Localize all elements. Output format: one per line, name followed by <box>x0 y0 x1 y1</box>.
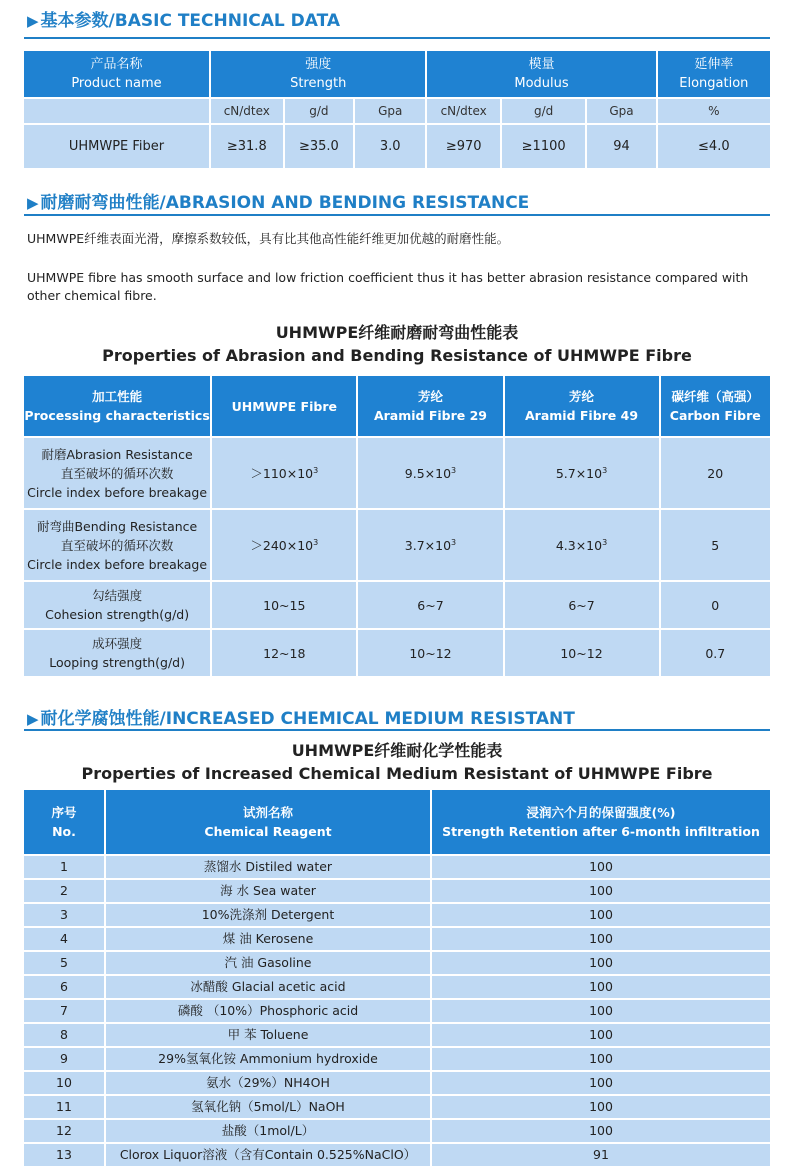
reagent-cell: 磷酸 （10%）Phosphoric acid <box>106 1000 430 1022</box>
retention-cell: 100 <box>432 1096 770 1118</box>
section-divider <box>24 37 770 39</box>
value-cell: 12~18 <box>212 630 356 676</box>
header-aramid-29: 芳纶 Aramid Fibre 29 <box>358 376 502 436</box>
value-cell: 0.7 <box>661 630 770 676</box>
header-aramid-49: 芳纶 Aramid Fibre 49 <box>505 376 659 436</box>
triangle-arrow-icon: ▶ <box>27 12 39 30</box>
header-strength: 强度 Strength <box>211 51 425 97</box>
retention-cell: 100 <box>432 856 770 878</box>
retention-cell: 100 <box>432 952 770 974</box>
abrasion-table-title-en: Properties of Abrasion and Bending Resistance of UHMWPE Fibre <box>102 346 692 365</box>
value-cell: ≤4.0 <box>658 125 770 168</box>
section-chemical-title: ▶ 耐化学腐蚀性能/INCREASED CHEMICAL MEDIUM RESISTANT <box>27 709 575 729</box>
reagent-cell: 10%洗涤剂 Detergent <box>106 904 430 926</box>
header-product-name: 产品名称 Product name <box>24 51 209 97</box>
unit-cell: cN/dtex <box>427 99 500 123</box>
value-cell: $3.7\times 10^3$ <box>358 510 502 580</box>
reagent-cell: 29%氢氧化铵 Ammonium hydroxide <box>106 1048 430 1070</box>
header-reagent: 试剂名称 Chemical Reagent <box>106 790 430 854</box>
value-cell: $9.5\times 10^3$ <box>358 438 502 508</box>
retention-cell: 100 <box>432 904 770 926</box>
row-label: 勾结强度 Cohesion strength(g/d) <box>24 582 210 628</box>
row-no: 13 <box>24 1144 104 1166</box>
row-no: 7 <box>24 1000 104 1022</box>
unit-cell: % <box>658 99 770 123</box>
retention-cell: 100 <box>432 880 770 902</box>
section-basic-title: ▶ 基本参数/BASIC TECHNICAL DATA <box>27 11 341 31</box>
unit-cell: g/d <box>502 99 585 123</box>
paragraph-cn: UHMWPE纤维表面光滑，摩擦系数较低，具有比其他高性能纤维更加优越的耐磨性能。 <box>27 231 510 246</box>
reagent-cell: 甲 苯 Toluene <box>106 1024 430 1046</box>
section-abrasion-title: ▶ 耐磨耐弯曲性能/ABRASION AND BENDING RESISTANCE <box>27 193 530 213</box>
value-cell: ≥970 <box>427 125 500 168</box>
row-label: 成环强度 Looping strength(g/d) <box>24 630 210 676</box>
header-processing: 加工性能 Processing characteristics <box>24 376 210 436</box>
chemical-table <box>22 788 772 1168</box>
value-cell: 10~12 <box>358 630 502 676</box>
reagent-cell: 氢氧化钠（5mol/L）NaOH <box>106 1096 430 1118</box>
abrasion-table-title-cn: UHMWPE纤维耐磨耐弯曲性能表 <box>275 323 519 342</box>
chemical-table-title-en: Properties of Increased Chemical Medium Resistant of UHMWPE Fibre <box>81 764 713 783</box>
section-divider <box>24 214 770 216</box>
unit-cell-empty <box>24 99 209 123</box>
basic-technical-table <box>22 49 772 170</box>
row-no: 12 <box>24 1120 104 1142</box>
value-cell: 6~7 <box>358 582 502 628</box>
retention-cell: 100 <box>432 1024 770 1046</box>
retention-cell: 100 <box>432 928 770 950</box>
value-cell: 94 <box>587 125 655 168</box>
value-cell: 0 <box>661 582 770 628</box>
header-modulus: 模量 Modulus <box>427 51 655 97</box>
value-cell: ≥1100 <box>502 125 585 168</box>
row-no: 1 <box>24 856 104 878</box>
reagent-cell: 煤 油 Kerosene <box>106 928 430 950</box>
value-cell: ≥35.0 <box>285 125 354 168</box>
value-cell: 10~15 <box>212 582 356 628</box>
value-cell: 3.0 <box>355 125 425 168</box>
value-cell: ≥31.8 <box>211 125 283 168</box>
row-no: 4 <box>24 928 104 950</box>
value-cell: 10~12 <box>505 630 659 676</box>
row-label: 耐弯曲Bending Resistance 直至破坏的循环次数 Circle index before breakage <box>24 510 210 580</box>
header-elongation: 延伸率 Elongation <box>658 51 770 97</box>
unit-cell: cN/dtex <box>211 99 283 123</box>
row-no: 9 <box>24 1048 104 1070</box>
abrasion-table <box>22 374 772 678</box>
value-cell: $>240\times 10^3$ <box>212 510 356 580</box>
header-no: 序号 No. <box>24 790 104 854</box>
row-no: 3 <box>24 904 104 926</box>
row-no: 8 <box>24 1024 104 1046</box>
value-cell: 6~7 <box>505 582 659 628</box>
value-cell: $4.3\times 10^3$ <box>505 510 659 580</box>
row-no: 6 <box>24 976 104 998</box>
retention-cell: 100 <box>432 1120 770 1142</box>
value-cell: $>110\times 10^3$ <box>212 438 356 508</box>
product-name-cell: UHMWPE Fiber <box>24 125 209 168</box>
row-no: 10 <box>24 1072 104 1094</box>
value-cell: 5 <box>661 510 770 580</box>
value-cell: 20 <box>661 438 770 508</box>
header-carbon: 碳纤维（高强） Carbon Fibre <box>661 376 770 436</box>
reagent-cell: 冰醋酸 Glacial acetic acid <box>106 976 430 998</box>
row-no: 11 <box>24 1096 104 1118</box>
header-retention: 浸润六个月的保留强度(%) Strength Retention after 6-month infiltration <box>432 790 770 854</box>
retention-cell: 100 <box>432 1072 770 1094</box>
retention-cell: 100 <box>432 976 770 998</box>
unit-cell: Gpa <box>587 99 655 123</box>
triangle-arrow-icon: ▶ <box>27 194 39 212</box>
reagent-cell: Clorox Liquor溶液（含有Contain 0.525%NaClO） <box>106 1144 430 1166</box>
triangle-arrow-icon: ▶ <box>27 710 39 728</box>
section-divider <box>24 729 770 731</box>
row-no: 5 <box>24 952 104 974</box>
header-uhmwpe: UHMWPE Fibre <box>212 376 356 436</box>
unit-cell: Gpa <box>355 99 425 123</box>
value-cell: $5.7\times 10^3$ <box>505 438 659 508</box>
retention-cell: 91 <box>432 1144 770 1166</box>
reagent-cell: 盐酸（1mol/L） <box>106 1120 430 1142</box>
paragraph-en: UHMWPE fibre has smooth surface and low friction coefficient thus it has better abrasion resistance compared with other chemical fibre. <box>27 270 749 303</box>
retention-cell: 100 <box>432 1048 770 1070</box>
row-no: 2 <box>24 880 104 902</box>
row-label: 耐磨Abrasion Resistance 直至破坏的循环次数 Circle index before breakage <box>24 438 210 508</box>
reagent-cell: 氨水（29%）NH4OH <box>106 1072 430 1094</box>
reagent-cell: 蒸馏水 Distiled water <box>106 856 430 878</box>
reagent-cell: 海 水 Sea water <box>106 880 430 902</box>
retention-cell: 100 <box>432 1000 770 1022</box>
chemical-table-title-cn: UHMWPE纤维耐化学性能表 <box>291 741 503 760</box>
unit-cell: g/d <box>285 99 354 123</box>
reagent-cell: 汽 油 Gasoline <box>106 952 430 974</box>
